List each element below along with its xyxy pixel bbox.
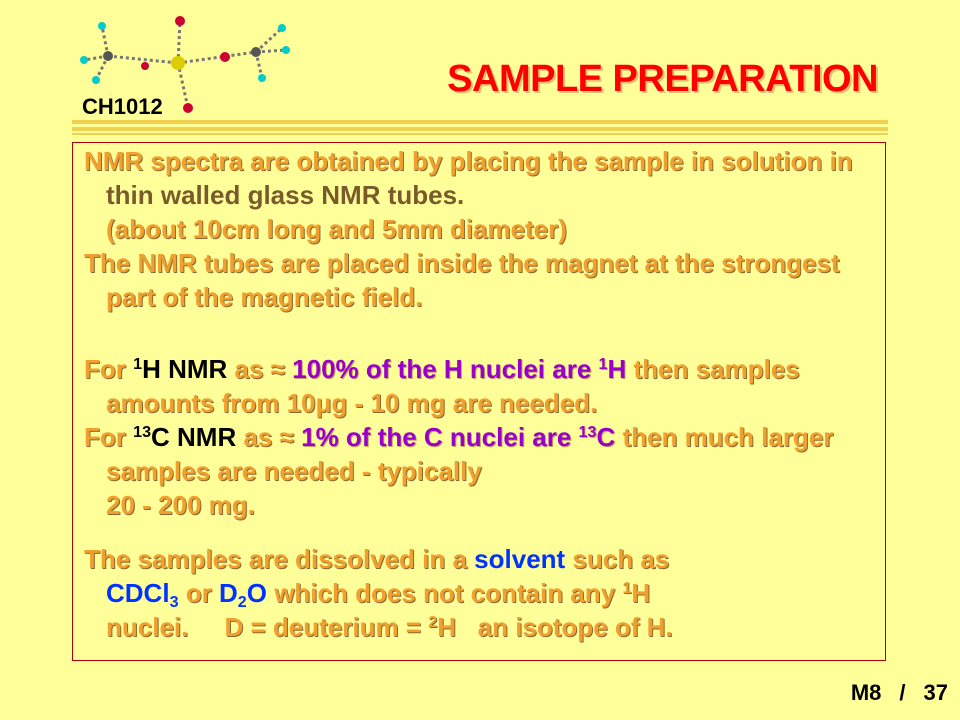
divider xyxy=(72,133,888,135)
paragraph-nmr-tubes: NMR spectra are obtained by placing the sample in solution in thin walled glass NMR tubes. (about 10cm long and 5mm diameter) xyxy=(84,146,853,244)
page-title: SAMPLE PREPARATION xyxy=(447,58,878,100)
course-code: CH1012 xyxy=(82,94,163,119)
slide-footer xyxy=(833,680,948,706)
footer-separator: / xyxy=(899,680,906,705)
page-number: 37 xyxy=(923,680,948,705)
paragraph-1h-nmr: For $^1$H NMR as ≈ 100% of the H nuclei are $^1$H then samples amounts from 10μg - 10 mg are needed. xyxy=(84,354,800,418)
divider xyxy=(72,120,888,124)
paragraph-magnet: The NMR tubes are placed inside the magnet at the strongest part of the magnetic field. xyxy=(84,248,840,312)
module-label: M8 xyxy=(850,680,882,705)
paragraph-13c-nmr: For $^{13}$C NMR as ≈ 1% of the C nuclei are $^{13}$C then much larger samples are needed - typically 20 - 200 mg. xyxy=(84,422,834,520)
slide-content xyxy=(84,144,884,644)
divider xyxy=(72,127,888,131)
paragraph-solvent: The samples are dissolved in a solvent such as CDCl$_3$ or $D_2O$ which does not contain any $^1$H nuclei. D = deuterium = $^2$H an isotope of H. xyxy=(84,544,673,642)
